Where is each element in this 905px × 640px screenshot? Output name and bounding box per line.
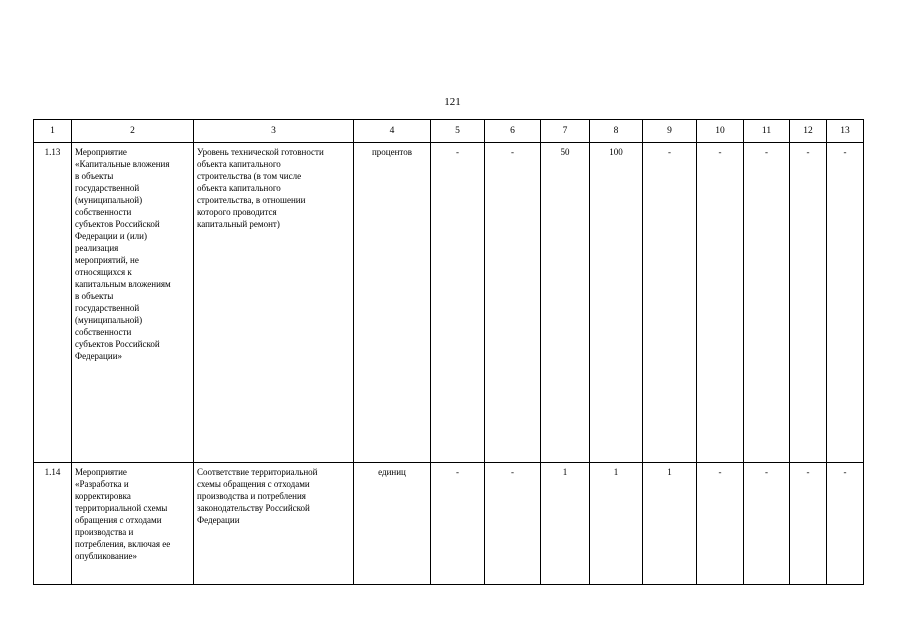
column-header: 4	[354, 120, 431, 143]
value-cell	[790, 143, 827, 463]
column-header: 11	[744, 120, 790, 143]
indicator-cell	[194, 463, 354, 585]
value-cell	[431, 143, 485, 463]
value-text: -	[765, 467, 768, 477]
table-row	[34, 143, 864, 463]
measure-text	[72, 463, 193, 562]
text-line: субъектов Российской	[75, 339, 160, 349]
column-header: 10	[697, 120, 744, 143]
row-number: 1.13	[44, 147, 61, 157]
text-line: опубликование»	[75, 551, 138, 561]
column-header: 6	[485, 120, 541, 143]
text-line: производства и потребления	[197, 491, 306, 501]
text-line: Мероприятие	[75, 467, 127, 477]
measure-cell	[72, 143, 194, 463]
text-line: которого проводится	[197, 207, 277, 217]
table-row	[34, 463, 864, 585]
text-line: территориальной схемы	[75, 503, 168, 513]
text-line: корректировка	[75, 491, 131, 501]
text-line: потребления, включая ее	[75, 539, 171, 549]
column-header: 3	[194, 120, 354, 143]
indicators-table	[33, 119, 864, 585]
column-header: 8	[590, 120, 643, 143]
column-header: 9	[643, 120, 697, 143]
text-line: в объекты	[75, 171, 114, 181]
text-line: строительства, в отношении	[197, 195, 306, 205]
text-line: капитальным вложениям	[75, 279, 171, 289]
text-line: мероприятий, не	[75, 255, 139, 265]
value-cell	[590, 143, 643, 463]
unit-text: процентов	[371, 147, 412, 157]
text-line: в объекты	[75, 291, 114, 301]
indicator-cell	[194, 143, 354, 463]
row-number: 1.14	[44, 467, 61, 477]
text-line: (муниципальной)	[75, 195, 143, 205]
value-text: -	[511, 467, 514, 477]
measure-cell	[72, 463, 194, 585]
text-line: (муниципальной)	[75, 315, 143, 325]
value-cell	[643, 143, 697, 463]
value-text: -	[843, 467, 847, 477]
text-line: «Капитальные вложения	[75, 159, 170, 169]
value-cell	[744, 143, 790, 463]
text-line: Мероприятие	[75, 147, 127, 157]
value-cell	[541, 143, 590, 463]
text-line: Федерации	[197, 515, 240, 525]
value-cell	[643, 463, 697, 585]
value-text: -	[511, 147, 514, 157]
text-line: «Разработка и	[75, 479, 129, 489]
value-text: 1	[613, 467, 619, 477]
text-line: собственности	[75, 327, 132, 337]
value-cell	[485, 143, 541, 463]
value-text: 1	[562, 467, 568, 477]
text-line: Федерации и (или)	[75, 231, 147, 241]
column-header: 12	[790, 120, 827, 143]
text-line: объекта капитального	[197, 183, 281, 193]
value-text: 50	[560, 147, 570, 157]
value-cell	[485, 463, 541, 585]
value-text: -	[718, 467, 722, 477]
text-line: Уровень технической готовности	[197, 147, 324, 157]
text-line: реализация	[75, 243, 119, 253]
value-cell	[827, 143, 864, 463]
unit-text: единиц	[378, 467, 406, 477]
value-text: 1	[667, 467, 672, 477]
value-cell	[827, 463, 864, 585]
value-cell	[697, 463, 744, 585]
value-text: -	[843, 147, 847, 157]
value-cell	[431, 463, 485, 585]
value-cell	[790, 463, 827, 585]
text-line: относящихся к	[75, 267, 132, 277]
value-text: -	[718, 147, 722, 157]
text-line: Соответствие территориальной	[197, 467, 318, 477]
text-line: государственной	[75, 303, 140, 313]
value-text: -	[806, 147, 810, 157]
text-line: производства и	[75, 527, 134, 537]
value-text: -	[456, 147, 459, 157]
text-line: схемы обращения с отходами	[197, 479, 310, 489]
table-header-row	[34, 120, 864, 143]
row-number-cell	[34, 463, 72, 585]
page-number: 121	[444, 96, 461, 108]
column-header: 7	[541, 120, 590, 143]
unit-cell	[354, 463, 431, 585]
value-text: -	[765, 147, 768, 157]
value-text: -	[456, 467, 459, 477]
text-line: обращения с отходами	[75, 515, 162, 525]
column-header: 13	[827, 120, 864, 143]
value-cell	[744, 463, 790, 585]
unit-cell	[354, 143, 431, 463]
value-text: 100	[609, 147, 623, 157]
value-text: -	[806, 467, 810, 477]
column-header: 5	[431, 120, 485, 143]
text-line: субъектов Российской	[75, 219, 160, 229]
text-line: объекта капитального	[197, 159, 281, 169]
indicator-text	[194, 463, 353, 526]
text-line: капитальный ремонт)	[197, 219, 280, 229]
value-cell	[541, 463, 590, 585]
text-line: государственной	[75, 183, 140, 193]
text-line: Федерации»	[75, 351, 123, 361]
row-number-cell	[34, 143, 72, 463]
text-line: строительства (в том числе	[197, 171, 302, 181]
column-header: 1	[34, 120, 72, 143]
value-cell	[590, 463, 643, 585]
value-cell	[697, 143, 744, 463]
column-header: 2	[72, 120, 194, 143]
indicator-text	[194, 143, 353, 230]
measure-text	[72, 143, 193, 362]
value-text: -	[668, 147, 671, 157]
text-line: собственности	[75, 207, 132, 217]
text-line: законодательству Российской	[197, 503, 310, 513]
